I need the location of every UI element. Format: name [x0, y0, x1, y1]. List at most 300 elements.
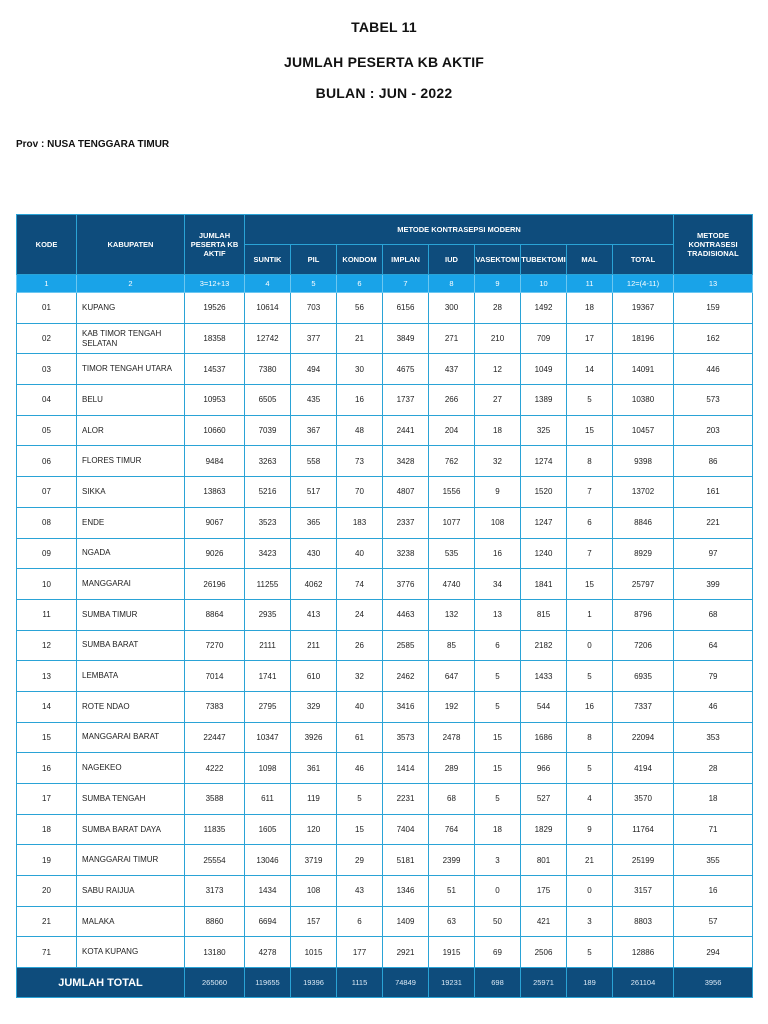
value-cell: 2585 — [383, 630, 429, 661]
value-cell: 16 — [475, 538, 521, 569]
value-cell: 517 — [291, 477, 337, 508]
value-cell: 159 — [674, 293, 753, 324]
table-number-title: TABEL 11 — [351, 19, 417, 35]
province-label: Prov : NUSA TENGGARA TIMUR — [16, 139, 170, 150]
value-cell: 430 — [291, 538, 337, 569]
value-cell: 3263 — [245, 446, 291, 477]
table-row — [17, 845, 753, 876]
value-cell: 10457 — [613, 415, 674, 446]
value-cell: 5 — [475, 661, 521, 692]
col-header-kode: KODE — [17, 215, 77, 275]
table-row — [17, 784, 753, 815]
value-cell: 435 — [291, 385, 337, 416]
col-group-modern: METODE KONTRASEPSI MODERN — [245, 215, 674, 245]
value-cell: 2111 — [245, 630, 291, 661]
index-cell: 10 — [521, 275, 567, 293]
value-cell: 3776 — [383, 569, 429, 600]
value-cell: 3570 — [613, 784, 674, 815]
kode-cell: 04 — [17, 385, 77, 416]
value-cell: 365 — [291, 507, 337, 538]
value-cell: 15 — [567, 415, 613, 446]
kode-cell: 10 — [17, 569, 77, 600]
total-label: JUMLAH TOTAL — [17, 968, 185, 998]
value-cell: 9398 — [613, 446, 674, 477]
index-cell: 12=(4-11) — [613, 275, 674, 293]
index-cell: 5 — [291, 275, 337, 293]
value-cell: 8860 — [185, 906, 245, 937]
value-cell: 18 — [567, 293, 613, 324]
value-cell: 1049 — [521, 354, 567, 385]
value-cell: 1741 — [245, 661, 291, 692]
value-cell: 1915 — [429, 937, 475, 968]
kode-cell: 01 — [17, 293, 77, 324]
value-cell: 5 — [567, 937, 613, 968]
kabupaten-cell: LEMBATA — [77, 661, 185, 692]
value-cell: 43 — [337, 876, 383, 907]
table-row — [17, 691, 753, 722]
value-cell: 1492 — [521, 293, 567, 324]
value-cell: 2795 — [245, 691, 291, 722]
total-value-cell: 74849 — [383, 968, 429, 998]
index-cell: 7 — [383, 275, 429, 293]
value-cell: 2478 — [429, 722, 475, 753]
value-cell: 3849 — [383, 323, 429, 354]
value-cell: 2935 — [245, 599, 291, 630]
value-cell: 355 — [674, 845, 753, 876]
kabupaten-cell: SABU RAIJUA — [77, 876, 185, 907]
kode-cell: 07 — [17, 477, 77, 508]
value-cell: 377 — [291, 323, 337, 354]
value-cell: 4194 — [613, 753, 674, 784]
value-cell: 132 — [429, 599, 475, 630]
value-cell: 16 — [674, 876, 753, 907]
kabupaten-cell: MANGGARAI TIMUR — [77, 845, 185, 876]
value-cell: 161 — [674, 477, 753, 508]
value-cell: 966 — [521, 753, 567, 784]
value-cell: 1433 — [521, 661, 567, 692]
index-cell: 2 — [77, 275, 185, 293]
value-cell: 18 — [475, 814, 521, 845]
table-row — [17, 569, 753, 600]
table-row — [17, 477, 753, 508]
kode-cell: 08 — [17, 507, 77, 538]
value-cell: 5 — [337, 784, 383, 815]
value-cell: 5 — [475, 784, 521, 815]
value-cell: 3926 — [291, 722, 337, 753]
value-cell: 1737 — [383, 385, 429, 416]
value-cell: 204 — [429, 415, 475, 446]
value-cell: 3 — [567, 906, 613, 937]
value-cell: 175 — [521, 876, 567, 907]
value-cell: 48 — [337, 415, 383, 446]
value-cell: 24 — [337, 599, 383, 630]
kabupaten-cell: SUMBA TENGAH — [77, 784, 185, 815]
value-cell: 26196 — [185, 569, 245, 600]
table-row — [17, 354, 753, 385]
value-cell: 18358 — [185, 323, 245, 354]
col-header-tubektomi: TUBEKTOMI — [521, 245, 567, 275]
table-row — [17, 446, 753, 477]
value-cell: 7 — [567, 538, 613, 569]
table-row — [17, 814, 753, 845]
value-cell: 7014 — [185, 661, 245, 692]
value-cell: 0 — [475, 876, 521, 907]
value-cell: 329 — [291, 691, 337, 722]
value-cell: 15 — [567, 569, 613, 600]
total-row — [17, 968, 753, 998]
value-cell: 6 — [475, 630, 521, 661]
kode-cell: 16 — [17, 753, 77, 784]
value-cell: 10660 — [185, 415, 245, 446]
value-cell: 71 — [674, 814, 753, 845]
value-cell: 325 — [521, 415, 567, 446]
value-cell: 1015 — [291, 937, 337, 968]
value-cell: 9026 — [185, 538, 245, 569]
value-cell: 70 — [337, 477, 383, 508]
value-cell: 16 — [567, 691, 613, 722]
value-cell: 4740 — [429, 569, 475, 600]
value-cell: 1434 — [245, 876, 291, 907]
value-cell: 210 — [475, 323, 521, 354]
header-row-top — [17, 215, 753, 245]
value-cell: 1077 — [429, 507, 475, 538]
value-cell: 3523 — [245, 507, 291, 538]
kabupaten-cell: MALAKA — [77, 906, 185, 937]
kabupaten-cell: MANGGARAI BARAT — [77, 722, 185, 753]
value-cell: 294 — [674, 937, 753, 968]
value-cell: 709 — [521, 323, 567, 354]
value-cell: 3573 — [383, 722, 429, 753]
kabupaten-cell: MANGGARAI — [77, 569, 185, 600]
value-cell: 527 — [521, 784, 567, 815]
value-cell: 535 — [429, 538, 475, 569]
value-cell: 10953 — [185, 385, 245, 416]
table-row — [17, 937, 753, 968]
value-cell: 9484 — [185, 446, 245, 477]
value-cell: 13180 — [185, 937, 245, 968]
value-cell: 446 — [674, 354, 753, 385]
value-cell: 7380 — [245, 354, 291, 385]
value-cell: 2462 — [383, 661, 429, 692]
index-cell: 6 — [337, 275, 383, 293]
col-header-tradisional: METODE KONTRASESI TRADISIONAL — [674, 215, 753, 275]
value-cell: 27 — [475, 385, 521, 416]
kode-cell: 13 — [17, 661, 77, 692]
value-cell: 13 — [475, 599, 521, 630]
value-cell: 40 — [337, 691, 383, 722]
kode-cell: 05 — [17, 415, 77, 446]
value-cell: 3238 — [383, 538, 429, 569]
index-cell: 9 — [475, 275, 521, 293]
kabupaten-cell: KOTA KUPANG — [77, 937, 185, 968]
value-cell: 10380 — [613, 385, 674, 416]
kabupaten-cell: NGADA — [77, 538, 185, 569]
kabupaten-cell: FLORES TIMUR — [77, 446, 185, 477]
value-cell: 4222 — [185, 753, 245, 784]
total-value-cell: 265060 — [185, 968, 245, 998]
col-header-pil: PIL — [291, 245, 337, 275]
value-cell: 73 — [337, 446, 383, 477]
kabupaten-cell: ALOR — [77, 415, 185, 446]
value-cell: 1247 — [521, 507, 567, 538]
kode-cell: 18 — [17, 814, 77, 845]
value-cell: 2921 — [383, 937, 429, 968]
value-cell: 703 — [291, 293, 337, 324]
value-cell: 14 — [567, 354, 613, 385]
value-cell: 9067 — [185, 507, 245, 538]
value-cell: 611 — [245, 784, 291, 815]
kode-cell: 09 — [17, 538, 77, 569]
value-cell: 762 — [429, 446, 475, 477]
value-cell: 413 — [291, 599, 337, 630]
value-cell: 367 — [291, 415, 337, 446]
value-cell: 5 — [475, 691, 521, 722]
col-header-implan: IMPLAN — [383, 245, 429, 275]
value-cell: 5 — [567, 753, 613, 784]
value-cell: 192 — [429, 691, 475, 722]
kode-cell: 12 — [17, 630, 77, 661]
value-cell: 1 — [567, 599, 613, 630]
value-cell: 63 — [429, 906, 475, 937]
value-cell: 0 — [567, 876, 613, 907]
total-value-cell: 19396 — [291, 968, 337, 998]
kode-cell: 03 — [17, 354, 77, 385]
kabupaten-cell: SIKKA — [77, 477, 185, 508]
table-row — [17, 630, 753, 661]
value-cell: 51 — [429, 876, 475, 907]
value-cell: 46 — [674, 691, 753, 722]
kode-cell: 21 — [17, 906, 77, 937]
value-cell: 50 — [475, 906, 521, 937]
value-cell: 157 — [291, 906, 337, 937]
value-cell: 3428 — [383, 446, 429, 477]
col-header-iud: IUD — [429, 245, 475, 275]
total-value-cell: 19231 — [429, 968, 475, 998]
total-value-cell: 3956 — [674, 968, 753, 998]
table-row — [17, 293, 753, 324]
col-header-mal: MAL — [567, 245, 613, 275]
value-cell: 4062 — [291, 569, 337, 600]
value-cell: 7383 — [185, 691, 245, 722]
value-cell: 108 — [475, 507, 521, 538]
value-cell: 57 — [674, 906, 753, 937]
value-cell: 266 — [429, 385, 475, 416]
value-cell: 28 — [475, 293, 521, 324]
value-cell: 13863 — [185, 477, 245, 508]
value-cell: 25554 — [185, 845, 245, 876]
kode-cell: 17 — [17, 784, 77, 815]
value-cell: 437 — [429, 354, 475, 385]
value-cell: 2441 — [383, 415, 429, 446]
value-cell: 21 — [567, 845, 613, 876]
value-cell: 25797 — [613, 569, 674, 600]
value-cell: 289 — [429, 753, 475, 784]
value-cell: 8803 — [613, 906, 674, 937]
value-cell: 3173 — [185, 876, 245, 907]
value-cell: 801 — [521, 845, 567, 876]
col-header-vasektomi: VASEKTOMI — [475, 245, 521, 275]
index-row — [17, 275, 753, 293]
value-cell: 8796 — [613, 599, 674, 630]
value-cell: 3588 — [185, 784, 245, 815]
value-cell: 12742 — [245, 323, 291, 354]
value-cell: 18 — [674, 784, 753, 815]
kode-cell: 06 — [17, 446, 77, 477]
table-row — [17, 599, 753, 630]
total-value-cell: 25971 — [521, 968, 567, 998]
value-cell: 7 — [567, 477, 613, 508]
value-cell: 21 — [337, 323, 383, 354]
value-cell: 3423 — [245, 538, 291, 569]
value-cell: 86 — [674, 446, 753, 477]
value-cell: 7404 — [383, 814, 429, 845]
value-cell: 22094 — [613, 722, 674, 753]
table-row — [17, 906, 753, 937]
kabupaten-cell: ENDE — [77, 507, 185, 538]
value-cell: 120 — [291, 814, 337, 845]
value-cell: 12 — [475, 354, 521, 385]
kabupaten-cell: SUMBA BARAT — [77, 630, 185, 661]
value-cell: 8 — [567, 722, 613, 753]
value-cell: 28 — [674, 753, 753, 784]
value-cell: 30 — [337, 354, 383, 385]
total-value-cell: 119655 — [245, 968, 291, 998]
table-row — [17, 661, 753, 692]
value-cell: 421 — [521, 906, 567, 937]
value-cell: 183 — [337, 507, 383, 538]
value-cell: 7337 — [613, 691, 674, 722]
value-cell: 2337 — [383, 507, 429, 538]
kabupaten-cell: BELU — [77, 385, 185, 416]
value-cell: 8864 — [185, 599, 245, 630]
value-cell: 1414 — [383, 753, 429, 784]
kabupaten-cell: SUMBA TIMUR — [77, 599, 185, 630]
value-cell: 2231 — [383, 784, 429, 815]
value-cell: 68 — [429, 784, 475, 815]
value-cell: 1240 — [521, 538, 567, 569]
col-header-kondom: KONDOM — [337, 245, 383, 275]
value-cell: 3 — [475, 845, 521, 876]
value-cell: 46 — [337, 753, 383, 784]
value-cell: 361 — [291, 753, 337, 784]
index-cell: 3=12+13 — [185, 275, 245, 293]
value-cell: 1686 — [521, 722, 567, 753]
value-cell: 11255 — [245, 569, 291, 600]
value-cell: 4807 — [383, 477, 429, 508]
kabupaten-cell: SUMBA BARAT DAYA — [77, 814, 185, 845]
value-cell: 34 — [475, 569, 521, 600]
value-cell: 7039 — [245, 415, 291, 446]
value-cell: 162 — [674, 323, 753, 354]
value-cell: 1098 — [245, 753, 291, 784]
value-cell: 13046 — [245, 845, 291, 876]
value-cell: 5181 — [383, 845, 429, 876]
value-cell: 68 — [674, 599, 753, 630]
value-cell: 1409 — [383, 906, 429, 937]
value-cell: 203 — [674, 415, 753, 446]
value-cell: 15 — [337, 814, 383, 845]
table-row — [17, 722, 753, 753]
col-header-jumlah: JUMLAH PESERTA KB AKTIF — [185, 215, 245, 275]
kode-cell: 14 — [17, 691, 77, 722]
value-cell: 8846 — [613, 507, 674, 538]
index-cell: 8 — [429, 275, 475, 293]
value-cell: 26 — [337, 630, 383, 661]
value-cell: 3719 — [291, 845, 337, 876]
value-cell: 11835 — [185, 814, 245, 845]
value-cell: 353 — [674, 722, 753, 753]
value-cell: 25199 — [613, 845, 674, 876]
value-cell: 56 — [337, 293, 383, 324]
table-row — [17, 385, 753, 416]
value-cell: 12886 — [613, 937, 674, 968]
value-cell: 1829 — [521, 814, 567, 845]
value-cell: 1274 — [521, 446, 567, 477]
total-value-cell: 261104 — [613, 968, 674, 998]
value-cell: 558 — [291, 446, 337, 477]
value-cell: 1346 — [383, 876, 429, 907]
value-cell: 85 — [429, 630, 475, 661]
value-cell: 647 — [429, 661, 475, 692]
value-cell: 1520 — [521, 477, 567, 508]
value-cell: 8 — [567, 446, 613, 477]
table-row — [17, 876, 753, 907]
value-cell: 74 — [337, 569, 383, 600]
value-cell: 5 — [567, 385, 613, 416]
table-row — [17, 538, 753, 569]
value-cell: 1605 — [245, 814, 291, 845]
table-row — [17, 323, 753, 354]
value-cell: 6935 — [613, 661, 674, 692]
value-cell: 6505 — [245, 385, 291, 416]
value-cell: 573 — [674, 385, 753, 416]
col-header-kabupaten: KABUPATEN — [77, 215, 185, 275]
value-cell: 108 — [291, 876, 337, 907]
index-cell: 4 — [245, 275, 291, 293]
value-cell: 16 — [337, 385, 383, 416]
index-cell: 11 — [567, 275, 613, 293]
value-cell: 29 — [337, 845, 383, 876]
value-cell: 19526 — [185, 293, 245, 324]
value-cell: 64 — [674, 630, 753, 661]
value-cell: 271 — [429, 323, 475, 354]
index-cell: 13 — [674, 275, 753, 293]
value-cell: 7206 — [613, 630, 674, 661]
value-cell: 17 — [567, 323, 613, 354]
value-cell: 13702 — [613, 477, 674, 508]
kode-cell: 15 — [17, 722, 77, 753]
value-cell: 6156 — [383, 293, 429, 324]
value-cell: 8929 — [613, 538, 674, 569]
table-row — [17, 415, 753, 446]
value-cell: 544 — [521, 691, 567, 722]
value-cell: 10614 — [245, 293, 291, 324]
value-cell: 3416 — [383, 691, 429, 722]
value-cell: 15 — [475, 722, 521, 753]
value-cell: 97 — [674, 538, 753, 569]
kabupaten-cell: KAB TIMOR TENGAH SELATAN — [77, 323, 185, 354]
index-cell: 1 — [17, 275, 77, 293]
value-cell: 1556 — [429, 477, 475, 508]
value-cell: 5 — [567, 661, 613, 692]
value-cell: 4 — [567, 784, 613, 815]
value-cell: 1841 — [521, 569, 567, 600]
value-cell: 79 — [674, 661, 753, 692]
value-cell: 32 — [475, 446, 521, 477]
value-cell: 119 — [291, 784, 337, 815]
value-cell: 15 — [475, 753, 521, 784]
value-cell: 9 — [475, 477, 521, 508]
